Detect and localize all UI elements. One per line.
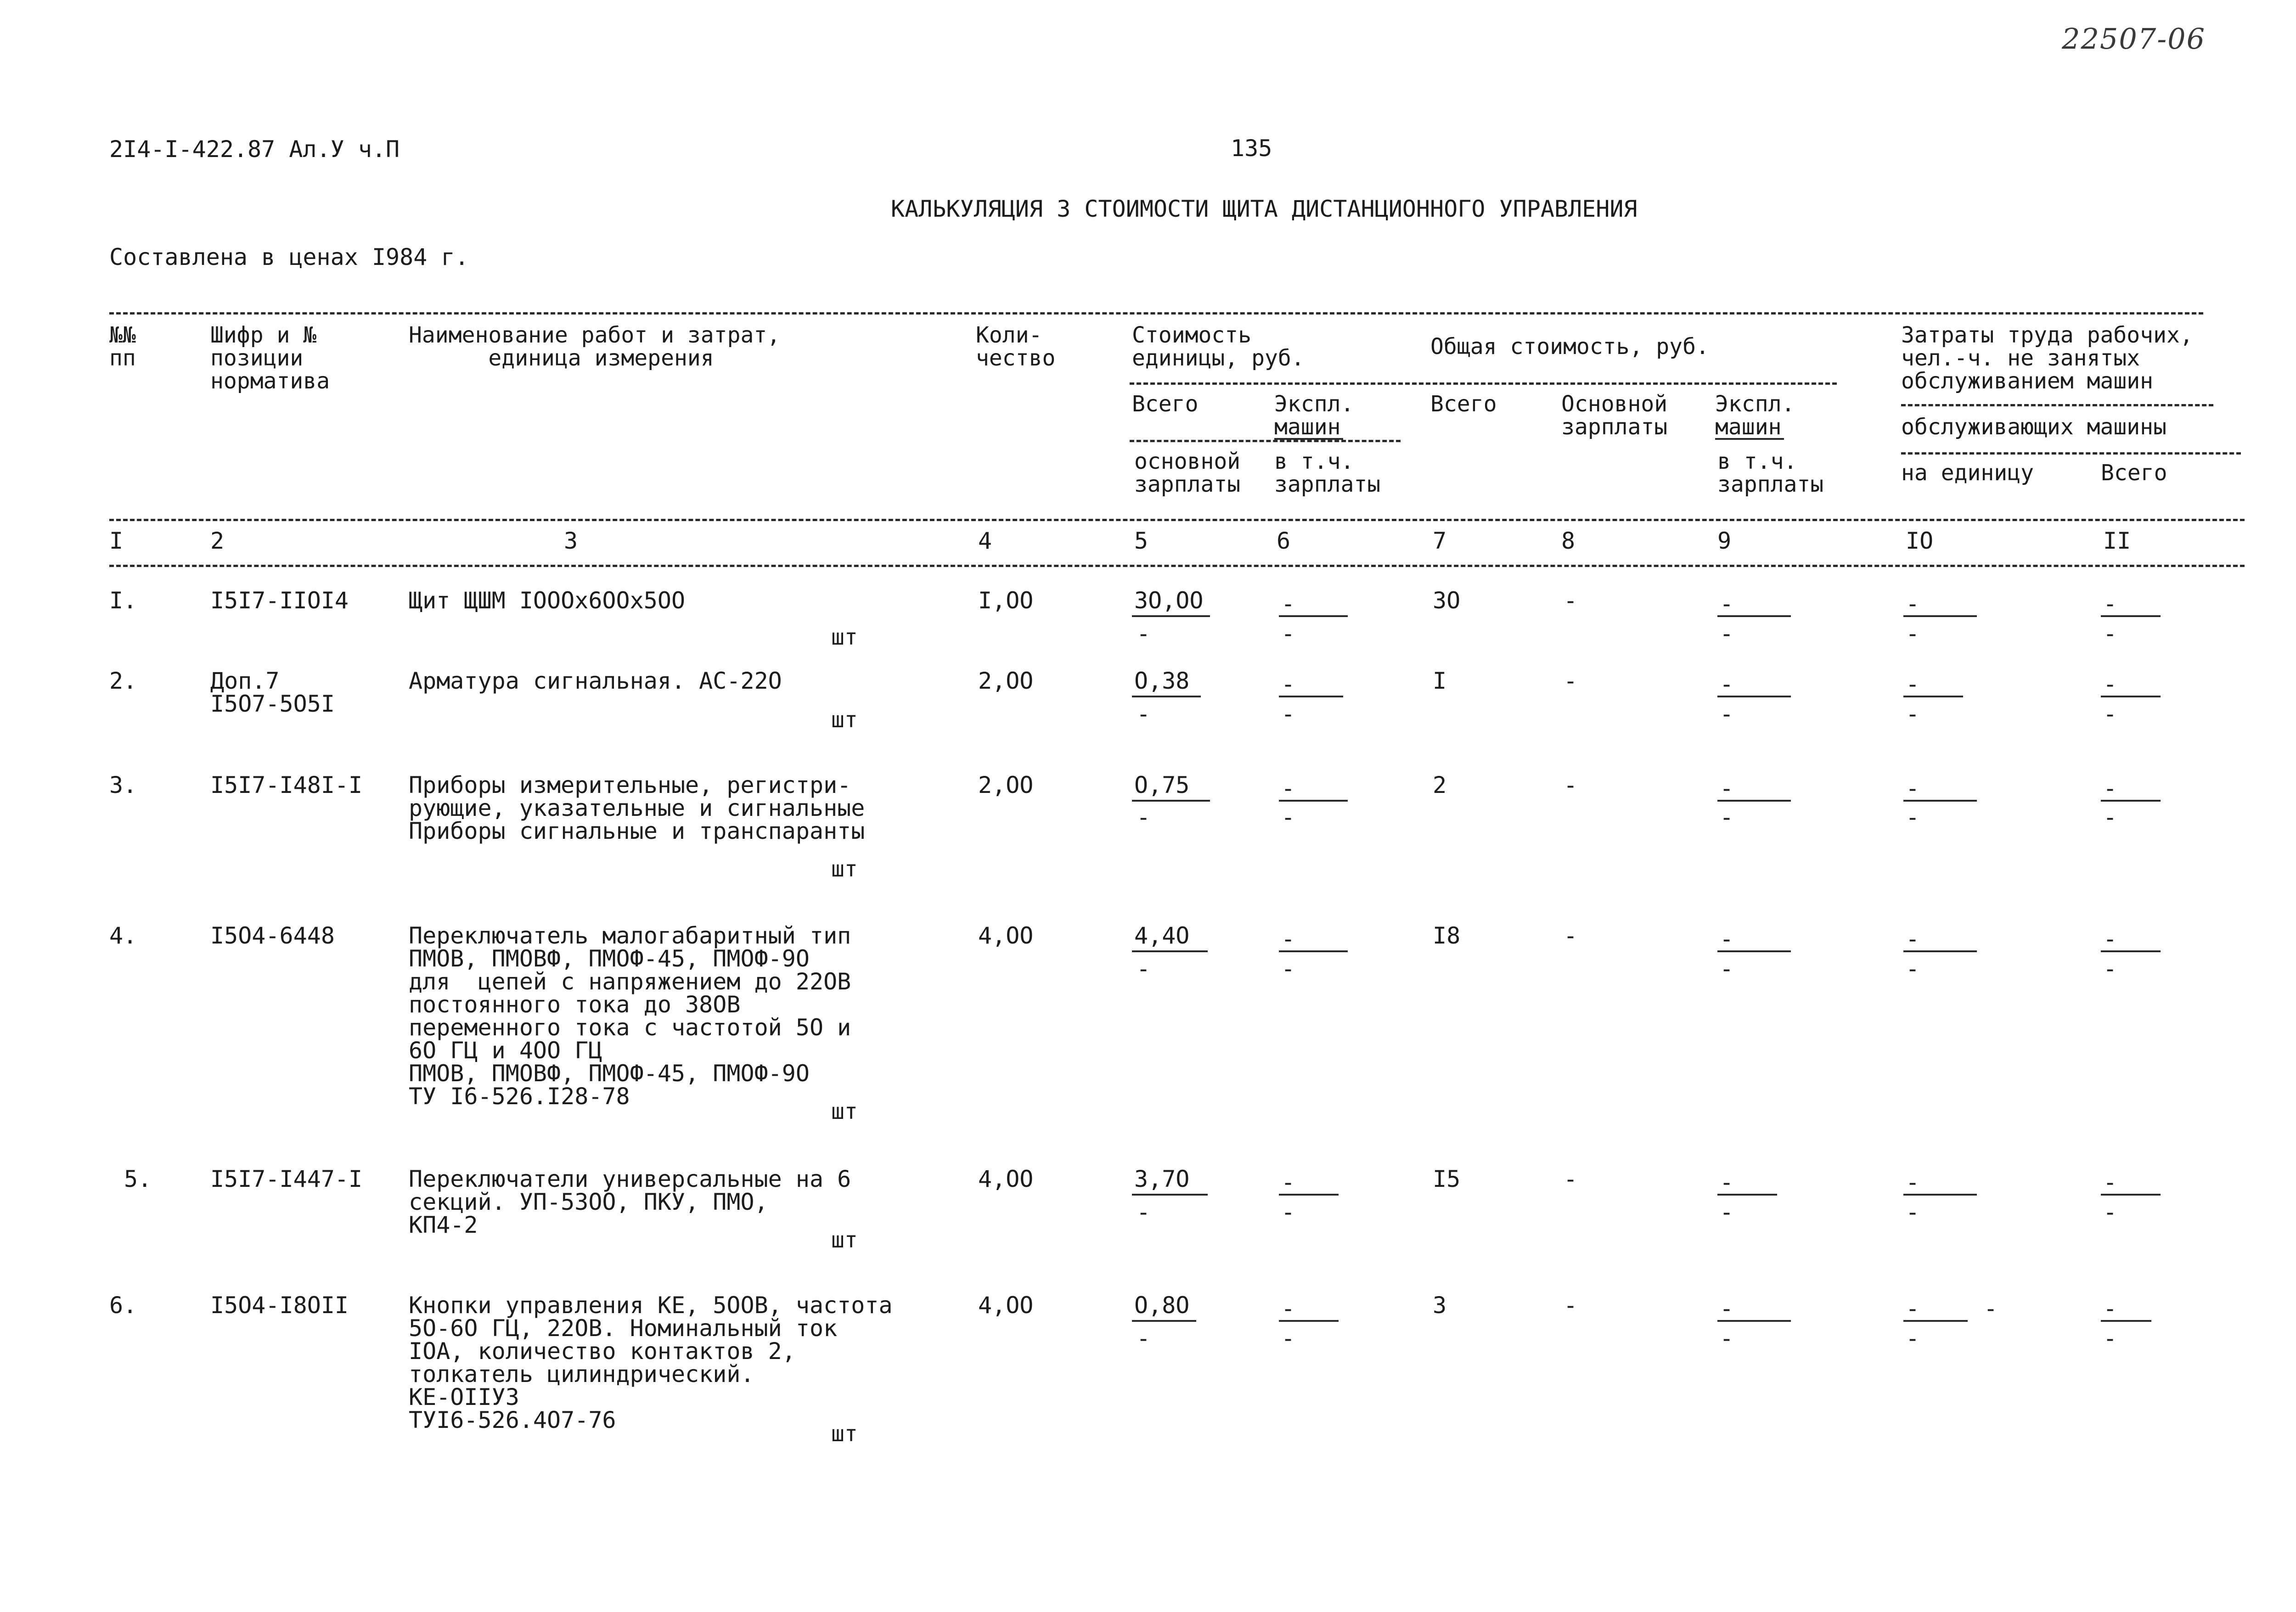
row-dash: - <box>1906 955 1920 982</box>
row-dash: - <box>1720 1325 1734 1352</box>
row-dash: - <box>1281 775 1295 802</box>
row-dash: - <box>1906 1169 1920 1196</box>
row-unit: шт <box>831 707 858 733</box>
row-name: Кнопки управления КЕ, 5ООВ, частота 5О-6О ГЦ, 22ОВ. Номинальный ток IОА, количество контактов 2, толкатель цилиндрический. КЕ-ОIIУ3 ТУI6-526.4О7-76 <box>409 1292 893 1433</box>
cell-underline <box>1279 1320 1339 1322</box>
column-numbers-top-rule <box>109 519 2245 521</box>
row-total: I5 <box>1433 1166 1461 1192</box>
column-number: IO <box>1906 528 1934 554</box>
header-unit-machines: Экспл. машин <box>1274 391 1354 440</box>
row-dash: - <box>1137 701 1151 727</box>
row-dash: - <box>1906 775 1920 802</box>
row-dash: - <box>1984 1295 1998 1322</box>
row-unit: шт <box>831 1099 858 1124</box>
row-unit-cost: O,75 <box>1134 772 1190 798</box>
row-unit-cost: O,8O <box>1134 1292 1190 1319</box>
row-unit-cost: 3O,OO <box>1134 587 1204 614</box>
row-quantity: 2,OO <box>978 668 1034 694</box>
row-number: 4. <box>109 922 137 949</box>
column-number: 5 <box>1134 528 1148 554</box>
header-labor: Затраты труда рабочих, чел.-ч. не занятых обслуживанием машин <box>1901 322 2193 394</box>
row-dash: - <box>1906 701 1920 727</box>
row-dash: - <box>1720 590 1734 617</box>
row-dash: - <box>1137 1325 1151 1352</box>
row-dash: - <box>1720 1169 1734 1196</box>
unit-cost-underline <box>1132 950 1208 952</box>
cell-underline <box>1717 800 1791 802</box>
row-dash: - <box>1720 1295 1734 1322</box>
row-dash: - <box>1564 1292 1578 1319</box>
row-dash: - <box>1137 1199 1151 1225</box>
row-dash: - <box>1720 671 1734 697</box>
row-dash: - <box>1564 668 1578 694</box>
header-labor-serving: обслуживающих машины <box>1901 414 2167 440</box>
column-number: 9 <box>1717 528 1732 554</box>
header-row-number: №№ пп <box>109 322 136 371</box>
cell-underline <box>1903 696 1963 697</box>
row-dash: - <box>2103 701 2117 727</box>
cell-underline <box>2101 800 2161 802</box>
row-unit-cost: O,38 <box>1134 668 1190 694</box>
cell-underline <box>1903 800 1977 802</box>
row-dash: - <box>1720 955 1734 982</box>
row-dash: - <box>1281 1295 1295 1322</box>
unit-cost-underline <box>1132 615 1210 617</box>
document-code: 2I4-I-422.87 Ал.У ч.П <box>109 136 400 163</box>
column-numbers-bottom-rule <box>109 565 2245 567</box>
archive-number: 22507-06 <box>2062 22 2206 56</box>
header-unit-total: Всего <box>1132 391 1199 417</box>
column-number: 3 <box>564 528 578 554</box>
row-dash: - <box>1720 804 1734 831</box>
header-top-rule <box>109 312 2203 315</box>
row-dash: - <box>1906 590 1920 617</box>
row-dash: - <box>1281 590 1295 617</box>
header-total-all: Всего <box>1430 391 1497 417</box>
row-unit: шт <box>831 856 858 882</box>
cell-underline <box>1279 950 1348 952</box>
row-name: Арматура сигнальная. АС-22О <box>409 668 782 694</box>
row-dash: - <box>1906 1199 1920 1225</box>
unit-machines-underline <box>1274 438 1343 440</box>
unit-cost-subrule <box>1130 382 1837 385</box>
row-dash: - <box>2103 1295 2117 1322</box>
row-name: Переключатели универсальные на 6 секций. УП-53ОО, ПКУ, ПМО, КП4-2 <box>409 1166 851 1238</box>
row-dash: - <box>1281 1169 1295 1196</box>
row-quantity: I,OO <box>978 587 1034 614</box>
cell-underline <box>1717 1320 1791 1322</box>
row-dash: - <box>1906 620 1920 647</box>
row-name: Переключатель малогабаритный тип ПМОВ, ПМОВФ, ПМОФ-45, ПМОФ-9О для цепей с напряжением до 22ОВ постоянного тока до 38ОВ переменного тока с частотой 5О и 6О ГЦ и 4ОО ГЦ ПМОВ, ПМОВФ, ПМОФ-45, ПМОФ-9О ТУ I6-526.I28-78 <box>409 922 851 1110</box>
labor-subrule-1 <box>1901 404 2213 406</box>
row-code: I5I7-IIOI4 <box>210 587 349 614</box>
row-code: Доп.7 I5O7-5O5I <box>210 668 335 717</box>
cell-underline <box>1717 696 1791 697</box>
row-dash: - <box>1281 1325 1295 1352</box>
row-dash: - <box>2103 804 2117 831</box>
row-number: 3. <box>109 772 137 798</box>
row-dash: - <box>1906 804 1920 831</box>
row-unit-cost: 3,7O <box>1134 1166 1190 1192</box>
row-dash: - <box>1564 587 1578 614</box>
row-dash: - <box>1564 772 1578 798</box>
header-name: Наименование работ и затрат, единица измерения <box>409 322 781 371</box>
prices-note: Составлена в ценах I984 г. <box>109 244 469 270</box>
row-dash: - <box>1564 1166 1578 1192</box>
row-total: I <box>1433 668 1447 694</box>
row-dash: - <box>2103 1325 2117 1352</box>
column-number: 7 <box>1433 528 1447 554</box>
row-number: 6. <box>109 1292 137 1319</box>
row-dash: - <box>2103 1199 2117 1225</box>
total-machines-underline <box>1715 438 1784 440</box>
row-name: Щит ЩШМ IOOOx6OOx5OO <box>409 587 686 614</box>
unit-cost-underline <box>1132 800 1210 802</box>
header-total-machines: Экспл. машин <box>1715 391 1795 440</box>
column-number: 8 <box>1561 528 1576 554</box>
cell-underline <box>1279 615 1348 617</box>
row-dash: - <box>1281 701 1295 727</box>
column-number: 2 <box>210 528 225 554</box>
cell-underline <box>2101 696 2161 697</box>
cell-underline <box>1903 950 1977 952</box>
row-dash: - <box>2103 955 2117 982</box>
row-number: 5. <box>124 1166 152 1192</box>
row-code: I5O4-I8OII <box>210 1292 349 1319</box>
cell-underline <box>2101 950 2161 952</box>
column-number: 4 <box>978 528 992 554</box>
header-unit-incl-salary: в т.ч. зарплаты <box>1274 449 1381 497</box>
column-number: 6 <box>1277 528 1291 554</box>
row-dash: - <box>2103 775 2117 802</box>
row-code: I5O4-6448 <box>210 922 335 949</box>
row-dash: - <box>2103 620 2117 647</box>
row-dash: - <box>1281 1199 1295 1225</box>
row-quantity: 4,OO <box>978 1292 1034 1319</box>
row-dash: - <box>1137 955 1151 982</box>
row-quantity: 4,OO <box>978 1166 1034 1192</box>
row-number: 2. <box>109 668 137 694</box>
page-number: 135 <box>1231 135 1272 162</box>
cell-underline <box>2101 1320 2151 1322</box>
row-name: Приборы измерительные, регистри- рующие, указательные и сигнальные Приборы сигнальные и транспаранты <box>409 772 865 844</box>
row-number: I. <box>109 587 137 614</box>
unit-cost-underline <box>1132 1320 1196 1322</box>
cell-underline <box>1903 1320 1968 1322</box>
row-dash: - <box>1281 955 1295 982</box>
row-dash: - <box>1906 671 1920 697</box>
header-total-incl-salary: в т.ч. зарплаты <box>1717 449 1824 497</box>
cell-underline <box>1903 615 1977 617</box>
unit-cost-underline <box>1132 1194 1208 1196</box>
row-quantity: 2,OO <box>978 772 1034 798</box>
cell-underline <box>1279 1194 1339 1196</box>
cell-underline <box>2101 615 2161 617</box>
row-total: 3 <box>1433 1292 1447 1319</box>
row-dash: - <box>1281 804 1295 831</box>
header-unit-base-salary: основной зарплаты <box>1134 449 1241 497</box>
row-dash: - <box>1137 620 1151 647</box>
cell-underline <box>1717 1194 1777 1196</box>
row-code: I5I7-I48I-I <box>210 772 363 798</box>
row-dash: - <box>1906 1325 1920 1352</box>
row-code: I5I7-I447-I <box>210 1166 363 1192</box>
row-dash: - <box>2103 1169 2117 1196</box>
cell-underline <box>1903 1194 1977 1196</box>
header-code: Шифр и № позиции норматива <box>210 322 330 394</box>
cell-underline <box>1279 800 1348 802</box>
row-dash: - <box>1137 804 1151 831</box>
row-dash: - <box>2103 590 2117 617</box>
row-dash: - <box>1720 775 1734 802</box>
cell-underline <box>1717 615 1791 617</box>
column-number: I <box>109 528 124 554</box>
row-unit-cost: 4,4O <box>1134 922 1190 949</box>
unit-split-rule <box>1130 440 1401 442</box>
row-dash: - <box>1564 922 1578 949</box>
row-unit: шт <box>831 624 858 650</box>
row-dash: - <box>1720 620 1734 647</box>
row-total: 3O <box>1433 587 1461 614</box>
row-dash: - <box>1281 671 1295 697</box>
row-dash: - <box>1906 926 1920 952</box>
header-labor-total: Всего <box>2101 460 2167 486</box>
row-dash: - <box>2103 926 2117 952</box>
row-quantity: 4,OO <box>978 922 1034 949</box>
row-dash: - <box>1281 620 1295 647</box>
row-dash: - <box>1906 1295 1920 1322</box>
row-total: I8 <box>1433 922 1461 949</box>
row-dash: - <box>1720 1199 1734 1225</box>
header-total-base-salary: Основной зарплаты <box>1561 391 1668 440</box>
header-quantity: Коли- чество <box>976 322 1056 371</box>
labor-subrule-2 <box>1901 452 2241 455</box>
row-dash: - <box>1281 926 1295 952</box>
page-title: КАЛЬКУЛЯЦИЯ 3 СТОИМОСТИ ЩИТА ДИСТАНЦИОННОГО УПРАВЛЕНИЯ <box>891 196 1638 222</box>
cell-underline <box>2101 1194 2161 1196</box>
row-unit: шт <box>831 1227 858 1253</box>
header-labor-per-unit: на единицу <box>1901 460 2034 486</box>
row-total: 2 <box>1433 772 1447 798</box>
header-unit-cost: Стоимость единицы, руб. <box>1132 322 1305 371</box>
row-dash: - <box>2103 671 2117 697</box>
row-dash: - <box>1720 926 1734 952</box>
cell-underline <box>1279 696 1343 697</box>
header-total-cost: Общая стоимость, руб. <box>1430 334 1709 359</box>
column-number: II <box>2103 528 2131 554</box>
unit-cost-underline <box>1132 696 1201 697</box>
row-unit: шт <box>831 1421 858 1447</box>
row-dash: - <box>1720 701 1734 727</box>
cell-underline <box>1717 950 1791 952</box>
